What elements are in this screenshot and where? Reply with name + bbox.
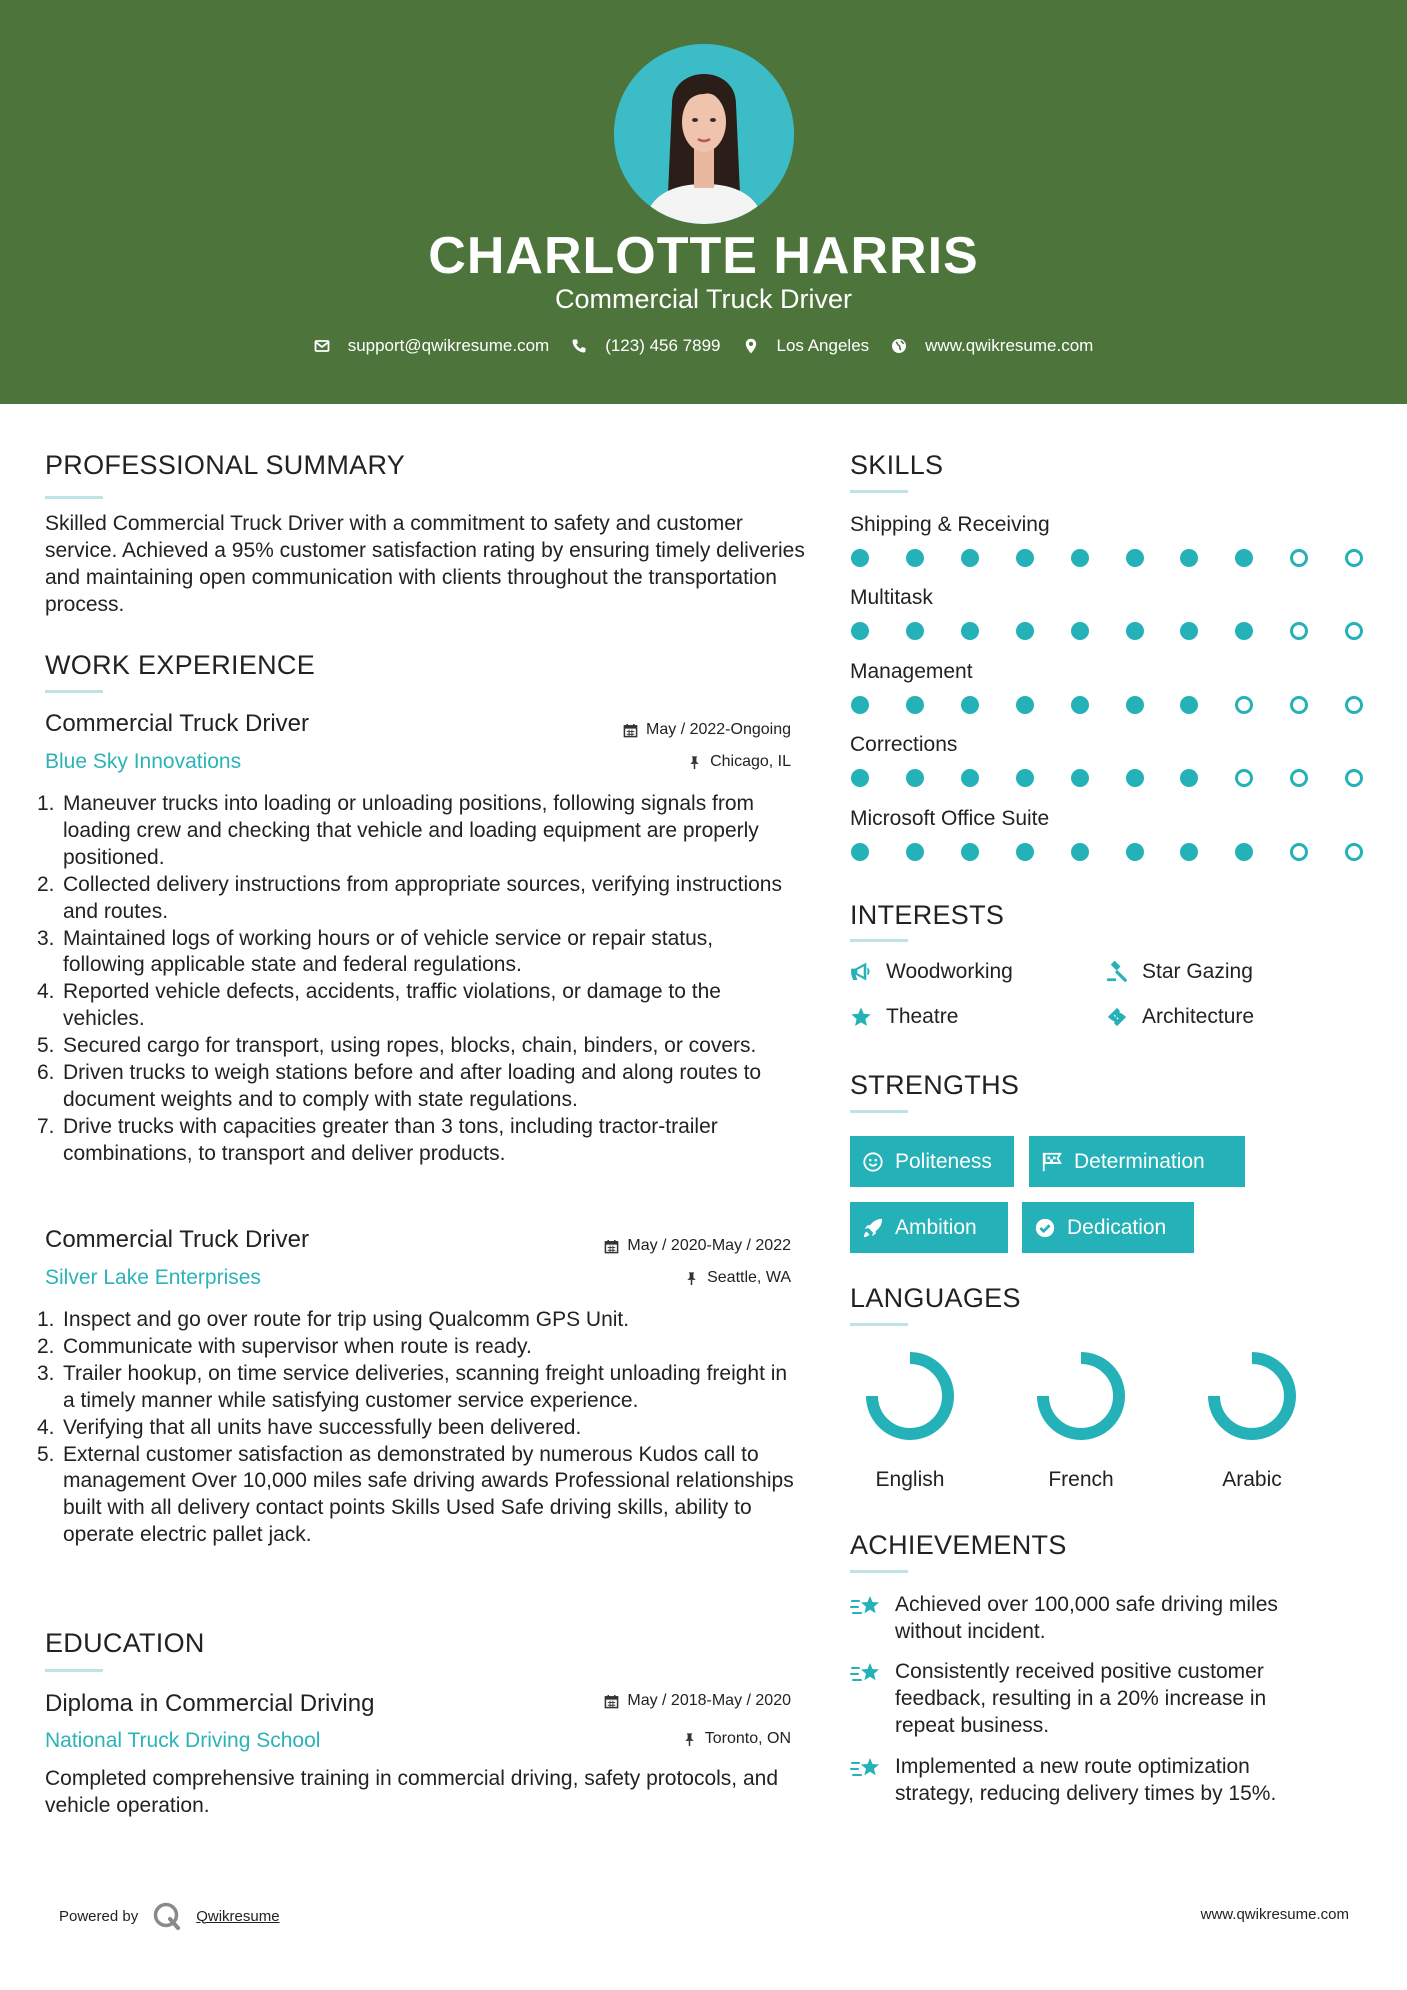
skills-underline [850,490,908,493]
skill-dot-filled [851,696,869,714]
job-2-location [684,1269,791,1287]
powered-by [59,1901,280,1931]
education-underline [45,1669,103,1672]
map-pin-icon [743,338,759,354]
skill-dot-filled [906,696,924,714]
skill-dot-empty [1345,549,1363,567]
language-english [840,1350,980,1492]
skill-2-name: Multitask [850,586,933,609]
powered-by-label: Powered by [59,1907,139,1925]
job-1-bullet: 4. Reported vehicle defects, accidents, traffic violations, or damage to the vehicles. [37,980,721,1031]
languages-underline [850,1323,908,1326]
education-heading: EDUCATION [45,1628,205,1658]
skill-dot-filled [851,843,869,861]
education-degree: Diploma in Commercial Driving [45,1690,375,1717]
phone-icon [571,338,587,354]
strengths-underline [850,1110,908,1113]
skill-dot-filled [961,769,979,787]
job-2-bullet: 4. Verifying that all units have successfully been delivered. [37,1415,582,1439]
skill-dot-filled [1126,549,1144,567]
skill-dot-empty [1290,696,1308,714]
strengths-heading: STRENGTHS [850,1070,1020,1100]
strength-dedication: Dedication [1022,1202,1194,1253]
smile-icon [862,1151,884,1173]
pushpin-icon [687,755,702,770]
language-1-name: English [875,1468,945,1491]
megaphone-icon [850,961,872,983]
summary-heading: PROFESSIONAL SUMMARY [45,450,406,480]
candidate-title: Commercial Truck Driver [554,284,853,314]
language-3-gauge [1206,1350,1298,1442]
job-1-location-text: Chicago, IL [710,753,791,770]
skill-dot-filled [851,549,869,567]
skill-4-rating [851,769,1366,789]
job-1-company[interactable]: Blue Sky Innovations [45,750,242,773]
job-1-location [687,753,791,771]
skill-dot-filled [1071,696,1089,714]
shooting-star-icon [850,1755,882,1783]
globe-icon [891,338,907,354]
profile-photo [614,44,794,224]
language-2-gauge [1035,1350,1127,1442]
contact-location [743,336,870,356]
education-location [682,1730,791,1748]
skill-dot-empty [1290,622,1308,640]
skill-dot-filled [1126,696,1144,714]
interest-theatre: Theatre [850,1005,958,1029]
phone-text: (123) 456 7899 [605,336,721,355]
skill-1-name: Shipping & Receiving [850,513,1050,536]
job-1-date-text: May / 2022-Ongoing [646,721,791,738]
education-location-text: Toronto, ON [704,1730,791,1747]
contact-phone[interactable] [571,336,720,356]
summary-underline [45,496,103,499]
star-icon [850,1006,872,1028]
job-1-bullet: 2. Collected delivery instructions from appropriate sources, verifying instructions and routes. [37,872,782,923]
skill-dot-filled [1016,549,1034,567]
achievements-underline [850,1570,908,1573]
achievement-text: Achieved over 100,000 safe driving miles without incident. [895,1593,1278,1643]
job-2-bullet: 5. External customer satisfaction as demonstrated by numerous Kudos call to management Over 10,000 miles safe driving awards Professional relationships built with all delivery contact points Skills Used Safe driving skills, ability to operate electric pallet jack. [37,1442,794,1547]
skill-2-rating [851,622,1366,642]
achievement-text: Implemented a new route optimization strategy, reducing delivery times by 15%. [895,1755,1277,1805]
job-1-bullet: 7. Drive trucks with capacities greater than 3 tons, including tractor-trailer combinations, to transport and deliver products. [37,1114,718,1165]
skill-dot-empty [1345,769,1363,787]
language-arabic [1182,1350,1322,1492]
skill-dot-filled [1126,843,1144,861]
skill-dot-filled [961,696,979,714]
candidate-name: CHARLOTTE HARRIS [428,227,979,285]
skill-dot-filled [1180,769,1198,787]
job-2-bullet: 2. Communicate with supervisor when route is ready. [37,1334,532,1358]
qwikresume-logo-icon [152,1901,182,1931]
skill-dot-filled [851,622,869,640]
skill-dot-empty [1345,622,1363,640]
strength-determination: Determination [1029,1136,1245,1187]
skill-dot-filled [961,843,979,861]
achievements-heading: ACHIEVEMENTS [850,1530,1067,1560]
interests-heading: INTERESTS [850,900,1005,930]
skill-1-rating [851,549,1366,569]
contact-email[interactable] [314,336,550,356]
job-1-bullet: 3. Maintained logs of working hours or of vehicle service or repair status, following applicable state and federal regulations. [37,926,714,977]
skill-dot-empty [1290,843,1308,861]
interest-star-gazing: Star Gazing [1106,960,1253,984]
job-2-company[interactable]: Silver Lake Enterprises [45,1266,261,1289]
job-2-bullet: 1. Inspect and go over route for trip using Qualcomm GPS Unit. [37,1308,630,1331]
resume-header [0,0,1407,404]
achievement-text: Consistently received positive customer feedback, resulting in a 20% increase in repeat business. [895,1660,1267,1737]
skill-dot-filled [1071,549,1089,567]
skill-dot-filled [1071,622,1089,640]
skill-dot-empty [1345,843,1363,861]
skill-dot-empty [1290,769,1308,787]
skill-dot-empty [1235,769,1253,787]
skill-4-name: Corrections [850,733,958,756]
achievement-item [850,1753,1330,1807]
job-2-date-text: May / 2020-May / 2022 [627,1237,791,1254]
language-french [1011,1350,1151,1492]
calendar-icon [623,723,638,738]
skill-dot-filled [1016,843,1034,861]
education-description: Completed comprehensive training in commercial driving, safety protocols, and vehicle operation. [45,1767,779,1817]
calendar-icon [604,1239,619,1254]
skill-3-name: Management [850,660,973,683]
skill-dot-filled [961,622,979,640]
rocket-icon [862,1217,884,1239]
skill-dot-filled [1071,843,1089,861]
strength-politeness: Politeness [850,1136,1014,1187]
pushpin-icon [682,1732,697,1747]
skill-dot-filled [906,843,924,861]
experience-heading: WORK EXPERIENCE [45,650,316,680]
job-2-location-text: Seattle, WA [707,1269,791,1286]
job-1-bullets [37,791,797,1168]
skill-dot-filled [1235,622,1253,640]
skill-dot-filled [1126,622,1144,640]
skill-dot-filled [1126,769,1144,787]
strength-ambition: Ambition [850,1202,1008,1253]
job-1-bullet: 5. Secured cargo for transport, using ropes, blocks, chain, binders, or covers. [37,1034,757,1058]
language-3-name: Arabic [1222,1468,1282,1491]
qwikresume-link[interactable]: Qwikresume [196,1907,280,1925]
skill-dot-filled [1180,843,1198,861]
skill-dot-filled [1235,843,1253,861]
interests-underline [850,939,908,942]
pushpin-icon [684,1271,699,1286]
language-1-gauge [864,1350,956,1442]
calendar-icon [604,1694,619,1709]
skill-dot-empty [1235,696,1253,714]
gavel-icon [1106,961,1128,983]
shooting-star-icon [850,1660,882,1688]
summary-text: Skilled Commercial Truck Driver with a commitment to safety and customer service. Achieved a 95% customer satisfaction rating by ensuring timely deliveries and maintaining open communication with clients throughout the transportation process. [45,512,805,616]
achievement-item [850,1658,1330,1739]
achievement-item [850,1591,1330,1645]
education-date [604,1692,791,1710]
education-school[interactable]: National Truck Driving School [45,1729,321,1752]
location-text: Los Angeles [776,336,870,355]
job-1-date [623,721,791,739]
shooting-star-icon [850,1593,882,1621]
interest-woodworking: Woodworking [850,960,1013,984]
skill-dot-filled [1071,769,1089,787]
profile-portrait-image [614,44,794,224]
skill-dot-filled [906,549,924,567]
skill-dot-filled [1180,549,1198,567]
skill-dot-filled [1180,622,1198,640]
footer-website[interactable]: www.qwikresume.com [1200,1906,1349,1923]
envelope-icon [314,338,330,354]
skill-dot-empty [1290,549,1308,567]
job-1-title: Commercial Truck Driver [45,710,310,737]
skills-heading: SKILLS [850,450,944,480]
skill-dot-filled [906,622,924,640]
email-text: support@qwikresume.com [347,336,550,355]
interest-architecture: Architecture [1106,1005,1254,1029]
job-1-bullet: 1. Maneuver trucks into loading or unloading positions, following signals from loading crew and checking that vehicle and loading equipment are properly positioned. [37,792,759,869]
skill-dot-filled [1180,696,1198,714]
languages-heading: LANGUAGES [850,1283,1021,1313]
contact-bar [0,336,1407,356]
skill-5-name: Microsoft Office Suite [850,807,1050,830]
skill-dot-filled [1016,696,1034,714]
job-2-date [604,1237,791,1255]
contact-website[interactable] [891,336,1093,356]
job-2-bullets [37,1307,797,1549]
website-text: www.qwikresume.com [925,336,1094,355]
job-1-bullet: 6. Driven trucks to weigh stations before and after loading and along routes to document weights and to comply with state regulations. [37,1061,762,1111]
experience-underline [45,690,103,693]
ticket-icon [1106,1006,1128,1028]
skill-dot-filled [1235,549,1253,567]
language-2-name: French [1048,1468,1114,1491]
skill-dot-filled [851,769,869,787]
skill-dot-filled [961,549,979,567]
skill-dot-filled [906,769,924,787]
job-2-title: Commercial Truck Driver [45,1226,310,1253]
skill-dot-filled [1016,769,1034,787]
skill-dot-empty [1345,696,1363,714]
job-2-bullet: 3. Trailer hookup, on time service deliveries, scanning freight unloading freight in a timely manner while satisfying customer service experience. [37,1361,788,1412]
check-circle-icon [1034,1217,1056,1239]
flag-icon [1041,1151,1063,1173]
skill-3-rating [851,696,1366,716]
skill-dot-filled [1016,622,1034,640]
skill-5-rating [851,843,1366,863]
education-date-text: May / 2018-May / 2020 [627,1692,791,1709]
